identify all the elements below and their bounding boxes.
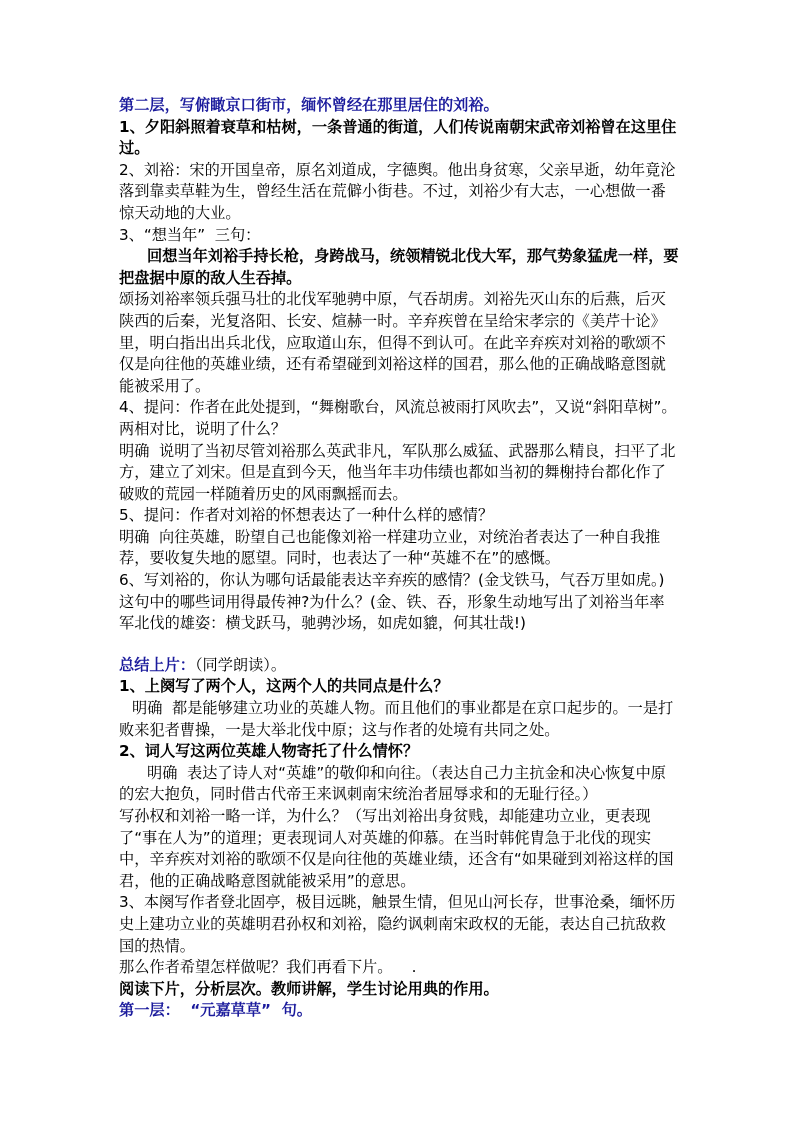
point-4-question: 4、提问：作者在此处提到，“舞榭歌台，风流总被雨打风吹去”，又说“斜阳草树”。两相对比，说明了什么？ bbox=[119, 398, 677, 438]
point-1: 1、夕阳斜照着衰草和枯树，一条普通的街道，人们传说南朝宋武帝刘裕曾在这里住过。 bbox=[119, 117, 677, 158]
point-5-answer: 明确 向往英雄，盼望自己也能像刘裕一样建功立业，对统治者表达了一种自我推荐，要收复失地的愿望。同时，也表达了一种“英雄不在”的感慨。 bbox=[119, 527, 661, 568]
summary-answer-1: 明确 都是能够建立功业的英雄人物。而且他们的事业都是在京口起步的。一是打败来犯者曹操，一是大举北伐中原；这与作者的处境有共同之处。 bbox=[119, 699, 674, 739]
document-body bbox=[119, 95, 679, 1022]
summary-question-2: 2、词人写这两位英雄人物寄托了什么情怀？ bbox=[119, 742, 419, 761]
point-5-question: 5、提问：作者对刘裕的怀想表达了一种什么样的感情？ bbox=[119, 506, 494, 525]
summary-point-3: 3、本阕写作者登北固亭，极目远眺，触景生情，但见山河长存，世事沧桑，缅怀历史上建功立业的英雄明君孙权和刘裕，隐约讽刺南宋政权的无能，表达自己抗敌救国的热情。 bbox=[119, 893, 676, 955]
transition-line: 那么作者希望怎样做呢？我们再看下片。 . bbox=[119, 958, 417, 977]
summary-answer-2: 明确 表达了诗人对“英雄”的敬仰和向往。（表达自己力主抗金和决心恢复中原的宏大抱负，同时借古代帝王来讽刺南宋统治者屈辱求和的无耻行径。） bbox=[119, 763, 666, 804]
point-3-analysis: 颂扬刘裕率领兵强马壮的北伐军驰骋中原，气吞胡虏。刘裕先灭山东的后燕，后灭陕西的后秦，光复洛阳、长安、煊赫一时。辛弃疾曾在呈给宋孝宗的《美芹十论》里，明白指出出兵北伐，应取道山东，但得不到认可。在此辛弃疾对刘裕的歌颂不仅是向往他的英雄业绩，还有希望碰到刘裕这样的国君，那么他的正确战略意图就能被采用了。 bbox=[119, 290, 666, 395]
point-3-translation: 回想当年刘裕手持长枪，身跨战马，统领精锐北伐大军，那气势象猛虎一样，要把盘据中原的敌人生吞掉。 bbox=[119, 247, 679, 287]
point-4-answer: 明确 说明了当初尽管刘裕那么英武非凡，军队那么威猛、武器那么精良，扫平了北方，建立了刘宋。但是直到今天，他当年丰功伟绩也都如当初的舞榭持台都化作了破败的荒园一样随着历史的风雨飘摇而去。 bbox=[119, 441, 676, 503]
summary-note: （同学朗读）。 bbox=[194, 655, 287, 674]
spacer bbox=[119, 635, 679, 655]
reading-instruction: 阅读下片，分析层次。教师讲解，学生讨论用典的作用。 bbox=[119, 979, 499, 998]
point-3-title: 3、“想当年” 三句： bbox=[119, 225, 261, 244]
summary-line bbox=[119, 655, 679, 677]
section-heading-layer-one: 第一层： “元嘉草草” 句。 bbox=[119, 1001, 312, 1020]
point-6-followup: 这句中的哪些词用得最传神?为什么？(金、铁、吞，形象生动地写出了刘裕当年率军北伐的雄姿：横戈跃马，驰骋沙场，如虎如貔，何其壮哉!) bbox=[119, 592, 665, 633]
summary-heading: 总结上片： bbox=[119, 655, 195, 674]
section-heading-layer-two: 第二层，写俯瞰京口街市，缅怀曾经在那里居住的刘裕。 bbox=[119, 96, 499, 114]
detail-comparison: 写孙权和刘裕一略一详，为什么？（写出刘裕出身贫贱，却能建功立业，更表现了“事在人为”的道理；更表现词人对英雄的仰慕。在当时韩侂胄急于北伐的现实中，辛弃疾对刘裕的歌颂不仅是向往他的英雄业绩，还含有“如果碰到刘裕这样的国君，他的正确战略意图就能被采用”的意思。 bbox=[119, 807, 674, 890]
point-6-question: 6、写刘裕的，你认为哪句话最能表达辛弃疾的感情？(金戈铁马，气吞万里如虎。) bbox=[119, 571, 665, 590]
point-2: 2、刘裕：宋的开国皇帝，原名刘道成，字德舆。他出身贫寒，父亲早逝，幼年竟沦落到靠卖草鞋为生，曾经生活在荒僻小街巷。不过，刘裕少有大志，一心想做一番惊天动地的大业。 bbox=[119, 160, 676, 222]
summary-question-1: 1、上阕写了两个人，这两个人的共同点是什么？ bbox=[119, 677, 449, 696]
